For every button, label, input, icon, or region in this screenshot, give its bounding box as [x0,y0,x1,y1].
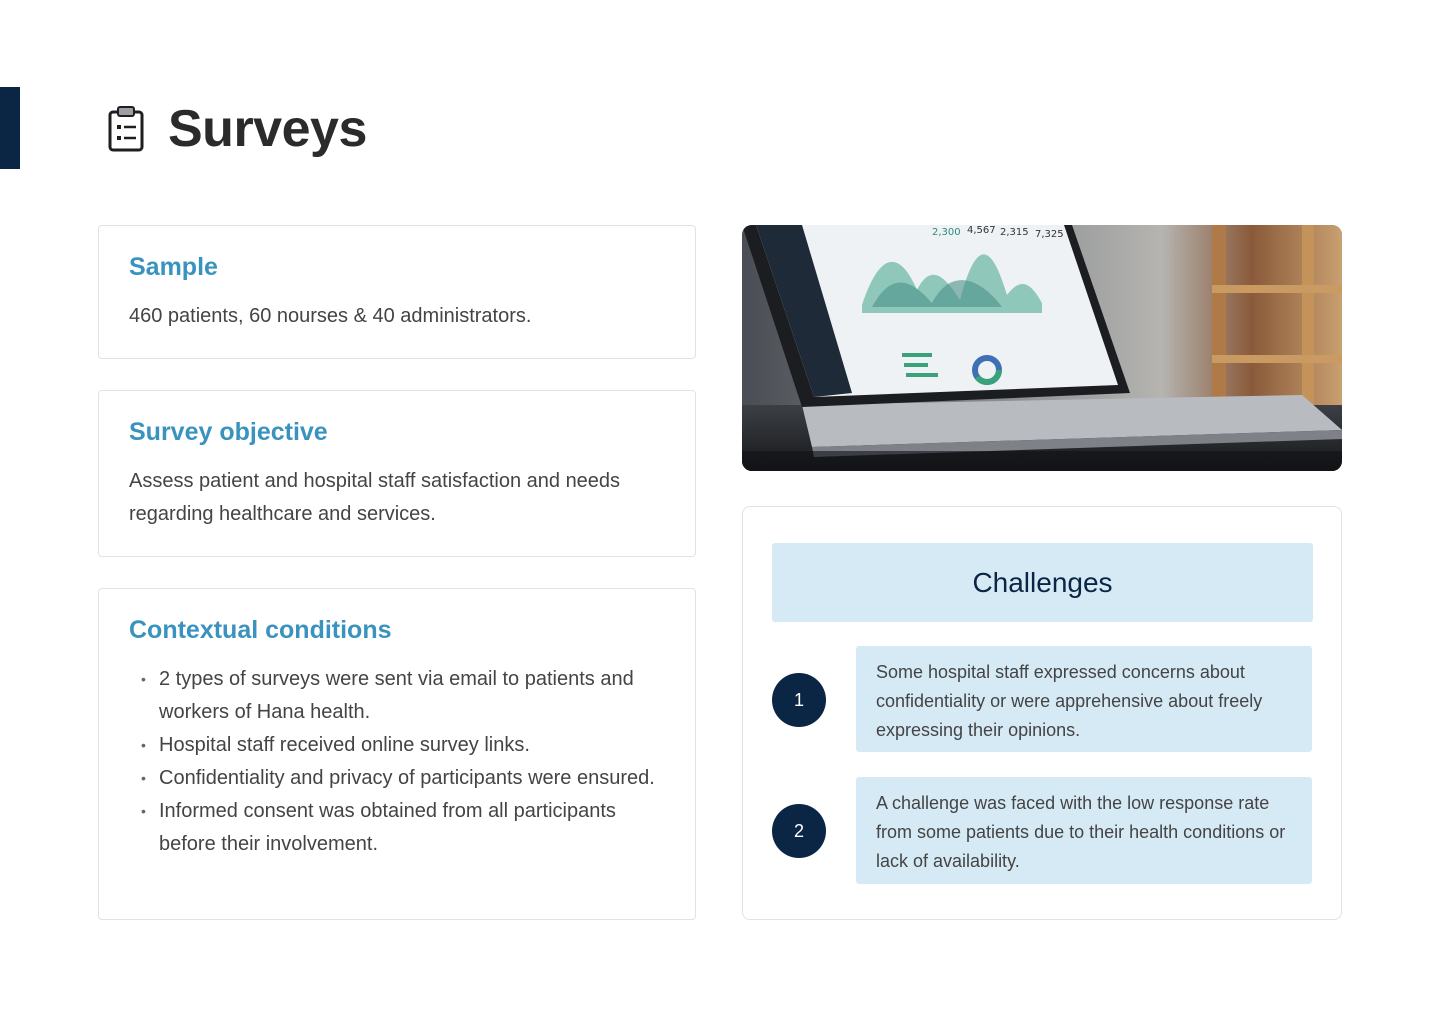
challenges-card [742,506,1342,920]
clipboard-list-icon [106,103,146,155]
svg-text:2,315: 2,315 [1000,227,1029,238]
svg-text:4,567: 4,567 [967,225,996,236]
svg-text:7,325: 7,325 [1035,229,1064,240]
context-card [98,588,696,920]
list-item: • 2 types of surveys were sent via email to patients and workers of Hana health. [129,663,665,729]
sample-card [98,225,696,359]
accent-bar [0,87,20,169]
objective-title: Survey objective [129,418,328,446]
svg-text:2,300: 2,300 [932,227,961,238]
challenge-number-badge: 2 [772,804,826,858]
objective-card [98,390,696,557]
sample-text: 460 patients, 60 nourses & 40 administrators. [129,305,532,327]
challenge-text: A challenge was faced with the low response rate from some patients due to their health conditions or lack of availability. [856,777,1312,884]
list-item: • Hospital staff received online survey links. [129,729,665,762]
context-title: Contextual conditions [129,616,392,644]
laptop-dashboard-photo [742,225,1342,471]
list-item: • Informed consent was obtained from all participants before their involvement. [129,795,665,861]
context-list [129,663,665,861]
challenge-number-badge: 1 [772,673,826,727]
sample-title: Sample [129,253,218,281]
list-item: • Confidentiality and privacy of participants were ensured. [129,762,665,795]
challenges-title: Challenges [772,543,1313,622]
page-title: Surveys [168,100,367,158]
page-header [106,100,367,158]
challenge-text: Some hospital staff expressed concerns about confidentiality or were apprehensive about freely expressing their opinions. [856,646,1312,752]
objective-text: Assess patient and hospital staff satisfaction and needs regarding healthcare and services. [129,470,621,525]
